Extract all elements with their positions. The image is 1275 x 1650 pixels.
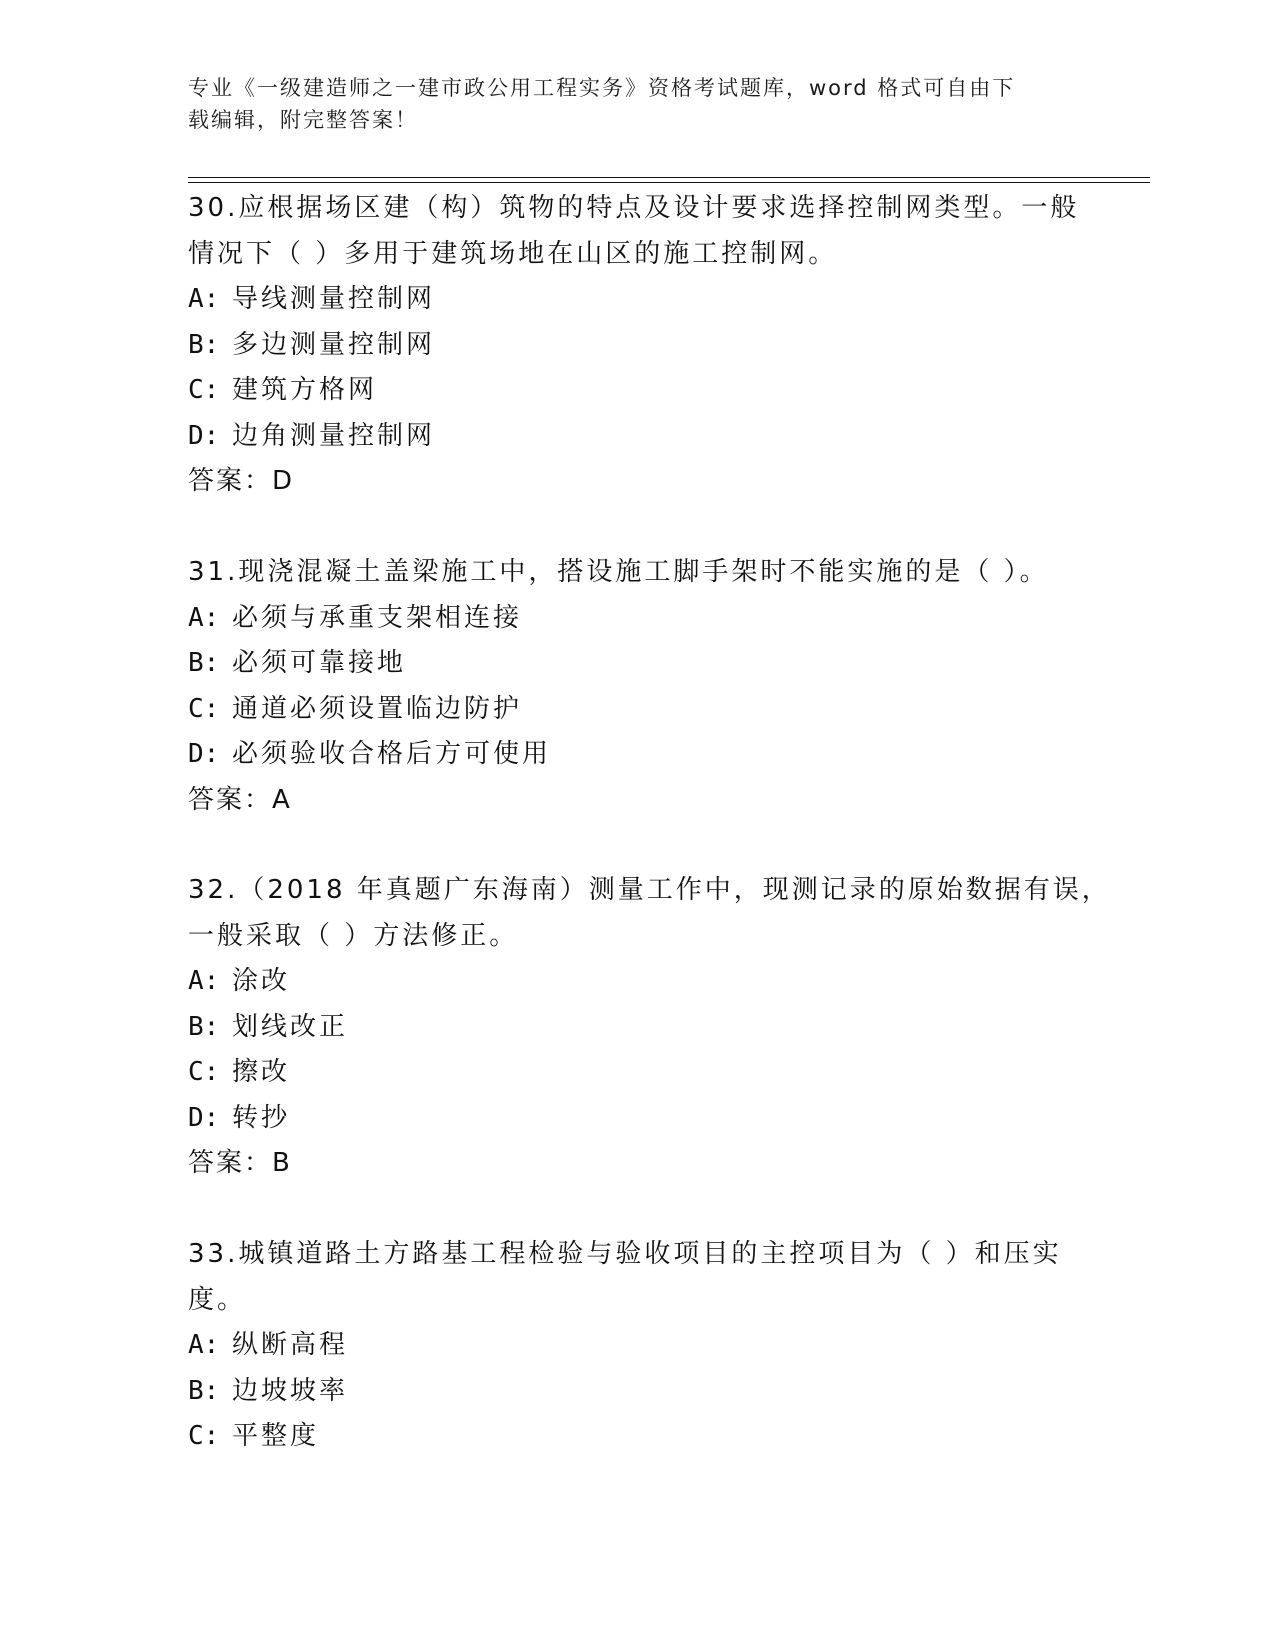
option-text: 通道必须设置临边防护 [232, 693, 523, 724]
option-letter: C: [188, 1421, 220, 1451]
header-divider-top [188, 177, 1150, 178]
question-stem-line: 情况下（ ）多用于建筑场地在山区的施工控制网。 [188, 238, 838, 269]
option-letter: A: [188, 1330, 220, 1360]
header-line-1: 专业《一级建造师之一建市政公用工程实务》资格考试题库，word 格式可自由下 [188, 76, 1016, 100]
option-text: 必须验收合格后方可使用 [232, 739, 552, 769]
option-a [188, 959, 1088, 1005]
option-d [188, 1096, 1088, 1142]
option-text: 多边测量控制网 [232, 329, 436, 360]
option-text: 擦改 [232, 1057, 291, 1087]
option-text: 边角测量控制网 [232, 420, 436, 451]
option-letter: B: [188, 1375, 220, 1406]
option-letter: B: [188, 329, 220, 360]
question-33 [188, 1232, 1088, 1460]
option-letter: B: [188, 1011, 220, 1042]
option-d [188, 414, 1088, 460]
option-text: 建筑方格网 [232, 375, 378, 405]
option-letter: C: [188, 693, 220, 724]
option-a [188, 1323, 1088, 1369]
answer-line: 答案：B [188, 1148, 292, 1178]
option-c [188, 1050, 1088, 1096]
option-a [188, 596, 1088, 642]
option-text: 纵断高程 [232, 1330, 349, 1360]
option-letter: B: [188, 648, 220, 678]
option-b [188, 641, 1088, 687]
option-text: 必须可靠接地 [232, 648, 407, 678]
question-stem-line: 度。 [188, 1284, 247, 1315]
option-text: 边坡坡率 [232, 1375, 349, 1406]
option-text: 划线改正 [232, 1011, 349, 1042]
option-text: 涂改 [232, 966, 291, 996]
question-stem-line: 32.（2018 年真题广东海南）测量工作中，现测记录的原始数据有误， [188, 875, 1111, 905]
option-letter: D: [188, 1102, 220, 1133]
option-letter: A: [188, 966, 220, 996]
answer-line: 答案：A [188, 784, 292, 815]
question-stem-line: 30.应根据场区建（构）筑物的特点及设计要求选择控制网类型。一般 [188, 193, 1080, 223]
answer-line: 答案：D [188, 466, 295, 496]
option-text: 转抄 [232, 1102, 291, 1133]
option-b [188, 323, 1088, 369]
header-line-2: 载编辑，附完整答案！ [188, 108, 418, 132]
option-text: 必须与承重支架相连接 [232, 602, 523, 633]
option-letter: D: [188, 420, 220, 451]
option-letter: C: [188, 375, 220, 405]
option-text: 导线测量控制网 [232, 284, 436, 314]
question-stem-line: 33.城镇道路土方路基工程检验与验收项目的主控项目为（ ）和压实 [188, 1239, 1062, 1269]
header-divider-bottom [188, 182, 1150, 183]
question-stem-line: 一般采取（ ）方法修正。 [188, 920, 519, 951]
option-c [188, 1414, 1088, 1460]
option-letter: D: [188, 739, 220, 769]
option-letter: A: [188, 284, 220, 314]
question-31 [188, 550, 1088, 823]
option-b [188, 1369, 1088, 1415]
option-letter: C: [188, 1057, 220, 1087]
option-d [188, 732, 1088, 778]
option-c [188, 368, 1088, 414]
option-letter: A: [188, 602, 220, 633]
option-a [188, 277, 1088, 323]
option-text: 平整度 [232, 1421, 320, 1451]
question-30 [188, 186, 1088, 505]
option-b [188, 1005, 1088, 1051]
question-stem-line: 31.现浇混凝土盖梁施工中，搭设施工脚手架时不能实施的是（ ）。 [188, 557, 1049, 587]
document-header [188, 72, 1088, 136]
question-32 [188, 868, 1111, 1187]
option-c [188, 687, 1088, 733]
